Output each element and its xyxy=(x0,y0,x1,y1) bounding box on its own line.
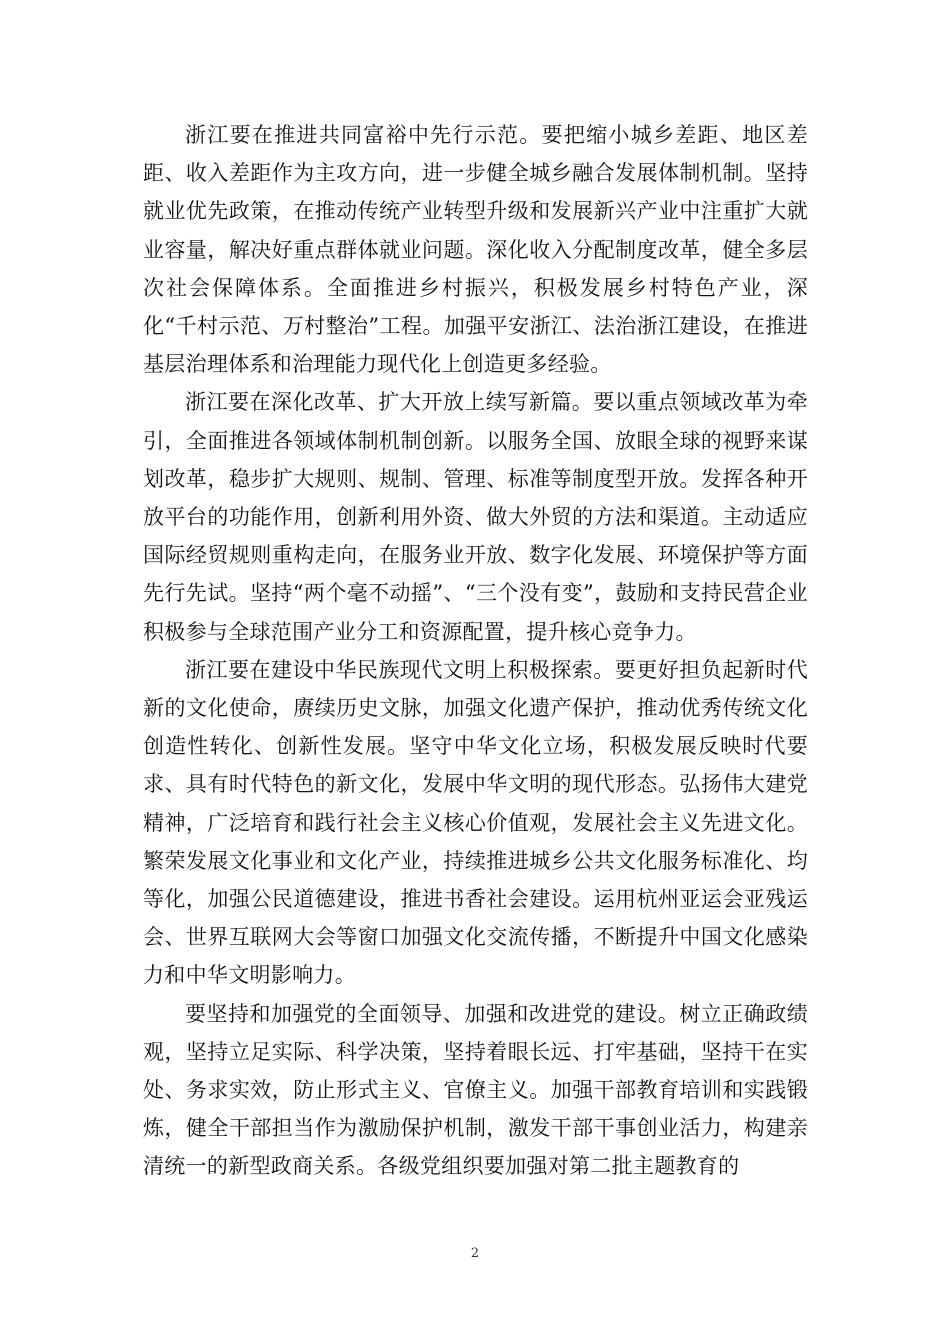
paragraph-party-building: 要坚持和加强党的全面领导、加强和改进党的建设。树立正确政绩观，坚持立足实际、科学决策，坚持着眼长远、打牢基础，坚持干在实处、务求实效，防止形式主义、官僚主义。加强干部教育培训和实践锻炼，健全干部担当作为激励保护机制，激发干部干事创业活力，构建亲清统一的新型政商关系。各级党组织要加强对第二批主题教育的 xyxy=(143,1001,808,1179)
paragraph-modern-civilization: 浙江要在建设中华民族现代文明上积极探索。要更好担负起新时代新的文化使命，赓续历史文脉，加强文化遗产保护，推动优秀传统文化创造性转化、创新性发展。坚守中华文化立场，积极发展反映时代要求、具有时代特色的新文化，发展中华文明的现代形态。弘扬伟大建党精神，广泛培育和践行社会主义核心价值观，发展社会主义先进文化。繁荣发展文化事业和文化产业，持续推进城乡公共文化服务标准化、均等化，加强公民道德建设，推进书香社会建设。运用杭州亚运会亚残运会、世界互联网大会等窗口加强文化交流传播，不断提升中国文化感染力和中华文明影响力。 xyxy=(143,657,808,988)
document-body xyxy=(143,116,808,1186)
paragraph-common-prosperity: 浙江要在推进共同富裕中先行示范。要把缩小城乡差距、地区差距、收入差距作为主攻方向，进一步健全城乡融合发展体制机制。坚持就业优先政策，在推动传统产业转型升级和发展新兴产业中注重扩大就业容量，解决好重点群体就业问题。深化收入分配制度改革，健全多层次社会保障体系。全面推进乡村振兴，积极发展乡村特色产业，深化“千村示范、万村整治”工程。加强平安浙江、法治浙江建设，在推进基层治理体系和治理能力现代化上创造更多经验。 xyxy=(143,123,808,377)
page-number: 2 xyxy=(470,1246,480,1261)
paragraph-reform-opening: 浙江要在深化改革、扩大开放上续写新篇。要以重点领域改革为牵引，全面推进各领域体制机制创新。以服务全国、放眼全球的视野来谋划改革，稳步扩大规则、规制、管理、标准等制度型开放。发挥各种开放平台的功能作用，创新利用外资、做大外贸的方法和渠道。主动适应国际经贸规则重构走向，在服务业开放、数字化发展、环境保护等方面先行先试。坚持“两个毫不动摇”、“三个没有变”，鼓励和支持民营企业积极参与全球范围产业分工和资源配置，提升核心竞争力。 xyxy=(143,390,808,644)
